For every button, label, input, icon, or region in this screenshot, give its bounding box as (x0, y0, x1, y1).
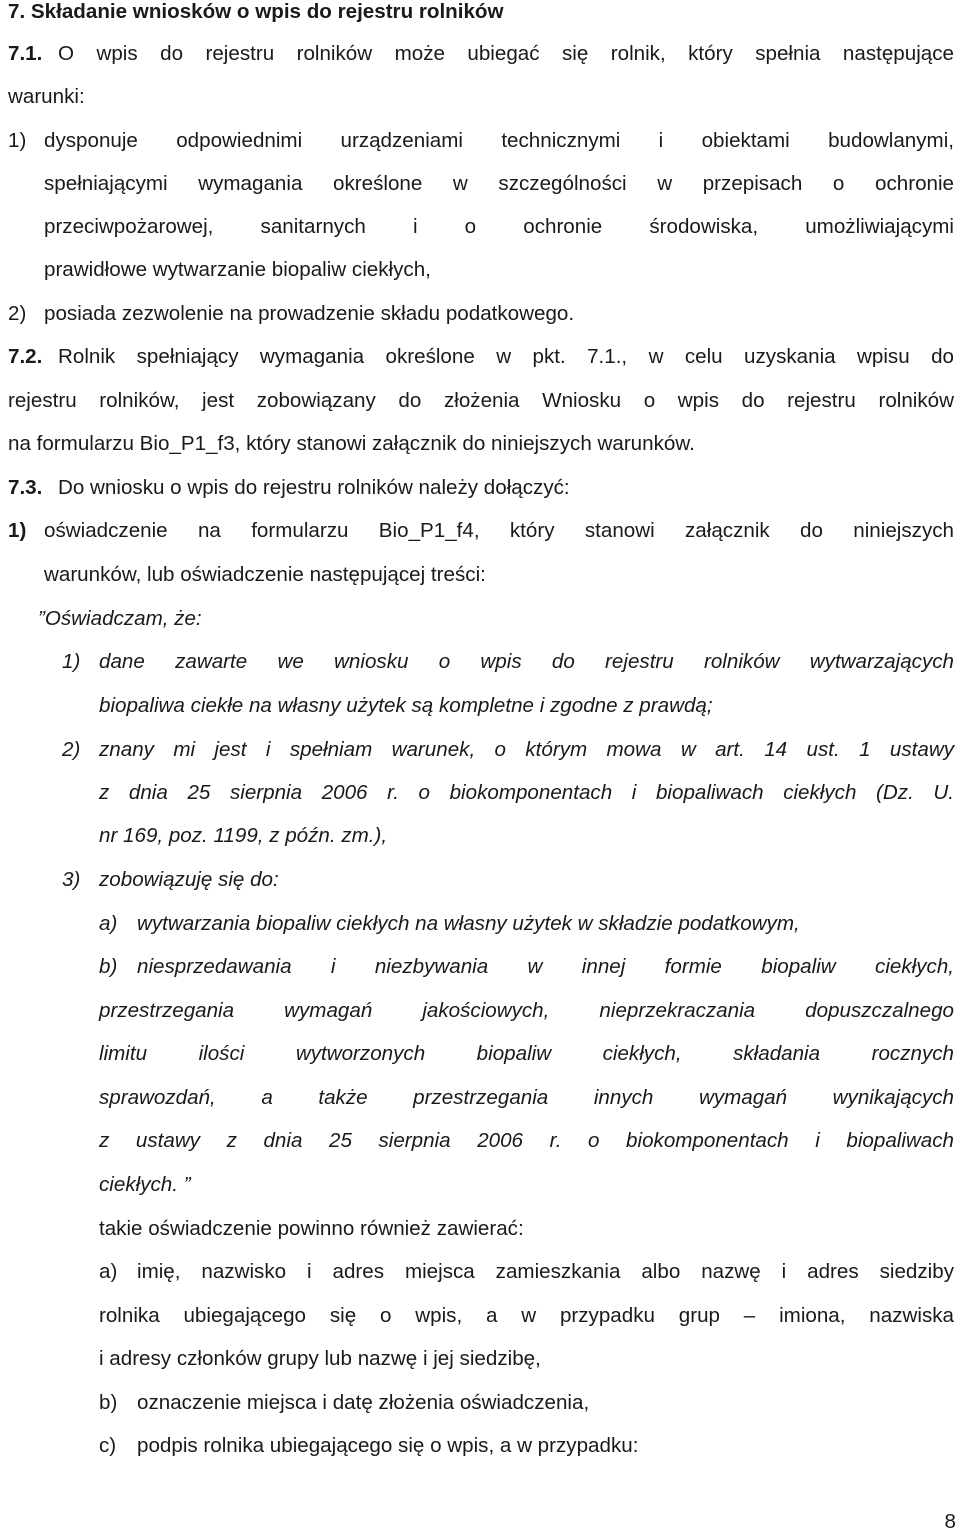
must-contain-line: i adresy członków grupy lub nazwę i jej siedzibę, (99, 1347, 541, 1370)
declaration-line: nr 169, poz. 1199, z późn. zm.), (99, 824, 388, 847)
paragraph-7-1-number: 7.1. (8, 42, 43, 65)
paragraph-7-2-number: 7.2. (8, 345, 43, 368)
paragraph-7-2-line: Rolnik spełniający wymagania określone w pkt. 7.1., w celu uzyskania wpisu do (58, 345, 954, 368)
declaration-sub-line: z ustawy z dnia 25 sierpnia 2006 r. o biokomponentach i biopaliwach (99, 1129, 954, 1152)
page-number: 8 (944, 1510, 956, 1533)
paragraph-7-1-line: warunki: (8, 85, 85, 108)
list-marker: 1) (8, 519, 27, 542)
must-contain-marker: b) (99, 1391, 118, 1414)
declaration-marker: 1) (62, 650, 81, 673)
list-item-line: prawidłowe wytwarzanie biopaliw ciekłych, (44, 258, 431, 281)
declaration-line: zobowiązuję się do: (99, 868, 279, 891)
must-contain-line: rolnika ubiegającego się o wpis, a w przypadku grup – imiona, nazwiska (99, 1304, 954, 1327)
must-contain-marker: c) (99, 1434, 117, 1457)
declaration-sub-line: limitu ilości wytworzonych biopaliw ciekłych, składania rocznych (99, 1042, 954, 1065)
list-marker: 2) (8, 302, 27, 325)
declaration-marker: 3) (62, 868, 81, 891)
declaration-marker: 2) (62, 738, 81, 761)
declaration-line: dane zawarte we wniosku o wpis do rejestru rolników wytwarzających (99, 650, 954, 673)
opening-quote-mark: ” (38, 607, 45, 630)
section-heading (8, 0, 768, 26)
list-item-line: oświadczenie na formularzu Bio_P1_f4, który stanowi załącznik do niniejszych (44, 519, 954, 542)
must-contain-line: oznaczenie miejsca i datę złożenia oświadczenia, (137, 1391, 590, 1414)
paragraph-7-1-line: O wpis do rejestru rolników może ubiegać się rolnik, który spełnia następujące (58, 42, 954, 65)
paragraph-7-2-line: rejestru rolników, jest zobowiązany do złożenia Wniosku o wpis do rejestru rolników (8, 389, 954, 412)
declaration-sub-line: przestrzegania wymagań jakościowych, nieprzekraczania dopuszczalnego (99, 999, 954, 1022)
list-marker: 1) (8, 129, 27, 152)
declaration-sub-marker: a) (99, 912, 118, 935)
paragraph-7-2-line: na formularzu Bio_P1_f3, który stanowi załącznik do niniejszych warunków. (8, 432, 695, 455)
must-contain-line: imię, nazwisko i adres miejsca zamieszkania albo nazwę i adres siedziby (137, 1260, 954, 1283)
list-item-line: posiada zezwolenie na prowadzenie składu podatkowego. (44, 302, 575, 325)
list-item-line: przeciwpożarowej, sanitarnych i o ochronie środowiska, umożliwiającymi (44, 215, 954, 238)
list-item-line: dysponuje odpowiednimi urządzeniami technicznymi i obiektami budowlanymi, (44, 129, 954, 152)
declaration-heading: ”Oświadczam, że: (38, 607, 202, 630)
paragraph-7-3-number: 7.3. (8, 476, 43, 499)
closing-quote-mark: ” (177, 1173, 191, 1196)
declaration-sub-line: wytwarzania biopaliw ciekłych na własny użytek w składzie podatkowym, (137, 912, 800, 935)
list-item-line: spełniającymi wymagania określone w szczególności w przepisach o ochronie (44, 172, 954, 195)
section-number: 7. (8, 0, 26, 23)
must-contain-line: podpis rolnika ubiegającego się o wpis, a w przypadku: (137, 1434, 639, 1457)
declaration-line: znany mi jest i spełniam warunek, o którym mowa w art. 14 ust. 1 ustawy (99, 738, 954, 761)
paragraph-7-3-intro: Do wniosku o wpis do rejestru rolników należy dołączyć: (58, 476, 570, 499)
declaration-sub-line: sprawozdań, a także przestrzegania innych wymagań wynikających (99, 1086, 954, 1109)
declaration-sub-marker: b) (99, 955, 118, 978)
section-title: Składanie wniosków o wpis do rejestru rolników (30, 0, 504, 23)
declaration-sub-line: ciekłych. ” (99, 1173, 191, 1196)
must-contain-marker: a) (99, 1260, 118, 1283)
must-contain-intro: takie oświadczenie powinno również zawierać: (99, 1217, 524, 1240)
declaration-line: z dnia 25 sierpnia 2006 r. o biokomponentach i biopaliwach ciekłych (Dz. U. (99, 781, 954, 804)
list-item-line: warunków, lub oświadczenie następującej treści: (44, 563, 486, 586)
declaration-sub-line: niesprzedawania i niezbywania w innej formie biopaliw ciekłych, (137, 955, 954, 978)
declaration-line: biopaliwa ciekłe na własny użytek są kompletne i zgodne z prawdą; (99, 694, 713, 717)
